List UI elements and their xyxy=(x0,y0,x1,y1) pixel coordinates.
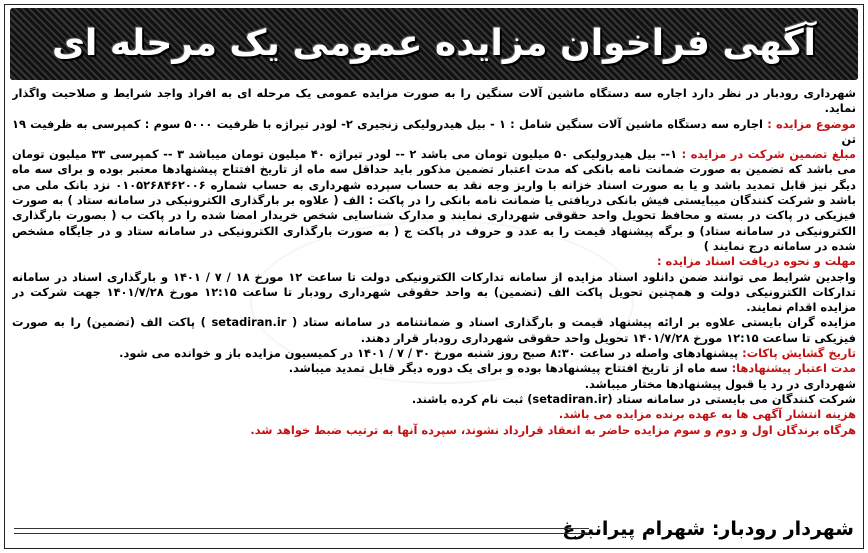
validity-text: سه ماه از تاریخ افتتاح پیشنهادها بوده و برای یک دوره دیگر قابل تمدید میباشد. xyxy=(288,361,728,376)
intro-paragraph: شهرداری رودبار در نظر دارد اجاره سه دستگاه ماشین آلات سنگین را به صورت مزایده عمومی یک مرحله ای به افراد واجد شرایط و صلاحیت واگذار نماید. xyxy=(12,86,856,116)
guarantee-text: ۱-- بیل هیدرولیکی ۵۰ میلیون تومان می باشد ۲ -- لودر تیراژه ۴۰ میلیون تومان میباشد ۳ -- کمپرسی ۳۳ میلیون تومان می باشد که تضمین به صورت ضمانت نامه بانکی که مدت اعتبار تضمین مذکور باید حداقل سه ماه از تاریخ افتتاح پیشنهادها معتبر بوده و برای سه ماه دیگر نیز قابل تمدید باشد و یا به صورت اسناد خزانه با واریز وجه نقد به حساب سپرده شهرداری به حساب شماره ۰۱۰۵۲۶۸۴۶۲۰۰۶ نزد بانک ملی می باشد و شرکت کنندگان میبایستی فیش بانکی دریافتی یا ضمانت نامه بانکی را در پاکت : الف ( علاوه بر بارگذاری الکترونیکی در سامانه ستاد ) به صورت فیزیکی در پاکت در بسته و محافظ تحویل واحد حقوقی شهرداری نمایند و مدارک شناسایی شخص خریدار امضا شده را در پاکت ب ( بصورت بارگذاری الکترونیکی در سامانه ستاد) و برگه پیشنهاد قیمت را به عدد و حروف در پاکت ج ( به صورت بارگذاری الکترونیکی در سامانه ستاد و در جایگاه مشخص شده در سامانه درج نمایند ) xyxy=(12,147,856,253)
validity-paragraph xyxy=(12,361,856,376)
title-banner xyxy=(10,8,858,80)
validity-label: مدت اعتبار پیشنهادها: xyxy=(731,361,856,376)
rights-paragraph: شهرداری در رد یا قبول پیشنهادها مختار میباشد. xyxy=(584,376,856,391)
subject-text: اجاره سه دستگاه ماشین آلات سنگین شامل : ۱ - بیل هیدرولیکی زنجیری ۲- لودر تیراژه با ظرفیت ۵۰۰۰ سوم : کمپرسی به ظرفیت ۱۹ تن xyxy=(12,116,856,146)
opening-text: پیشنهادهای واصله در ساعت ۸:۳۰ صبح روز شنبه مورخ ۳۰ / ۷ / ۱۴۰۱ در کمیسیون مزایده باز و خوانده می شود. xyxy=(119,346,739,361)
mayor-signature: شهردار رودبار: شهرام پیرانبرغ xyxy=(562,518,854,540)
deadline-paragraph-1: واجدین شرایط می توانند ضمن دانلود اسناد مزایده از سامانه تدارکات الکترونیکی دولت تا ساعت ۱۲ مورخ ۱۸ / ۷ / ۱۴۰۱ و بارگذاری اسناد در سامانه تدارکات الکترونیکی دولت و همچنین تحویل پاکت الف (تضمین) به واحد حقوقی شهرداری رودبار تا ساعت ۱۲:۱۵ مورخ ۱۴۰۱/۷/۲۸ جهت شرکت در مزایده اقدام نمایند. xyxy=(12,269,856,315)
register-paragraph: شرکت کنندگان می بایستی در سامانه ستاد (setadiran.ir) ثبت نام کرده باشند. xyxy=(411,391,856,406)
guarantee-label: مبلغ تضمین شرکت در مزایده : xyxy=(681,147,856,162)
page-title: آگهی فراخوان مزایده عمومی یک مرحله ای xyxy=(51,23,816,64)
deadline-label: مهلت و نحوه دریافت اسناد مزایده : xyxy=(656,254,856,269)
opening-label: تاریخ گشایش پاکات: xyxy=(742,346,856,361)
deadline-heading xyxy=(12,254,856,269)
subject-paragraph xyxy=(12,117,856,148)
notice-body xyxy=(12,86,856,510)
deadline-paragraph-2: مزایده گران بایستی علاوه بر ارائه پیشنهاد قیمت و بارگذاری اسناد و ضمانتنامه در سامانه ستاد ( setadiran.ir ) پاکت الف (تضمین) را به صورت فیزیکی تا ساعت ۱۲:۱۵ مورخ ۱۴۰۱/۷/۲۸ تحویل واحد حقوقی شهرداری رودبار قرار دهند. xyxy=(12,315,856,345)
footer-rule xyxy=(14,528,589,529)
guarantee-paragraph xyxy=(12,147,856,254)
subject-label: موضوع مزایده : xyxy=(767,116,856,131)
opening-paragraph xyxy=(12,346,856,361)
notice-cost: هزینه انتشار آگهی ها به عهده برنده مزایده می باشد. xyxy=(558,407,856,422)
notice-forfeit: هرگاه برندگان اول و دوم و سوم مزایده حاضر به انعقاد قرارداد نشوند، سپرده آنها به ترتیب ضبط خواهد شد. xyxy=(250,422,856,437)
footer xyxy=(14,512,854,546)
footer-rule-thin xyxy=(14,533,589,534)
